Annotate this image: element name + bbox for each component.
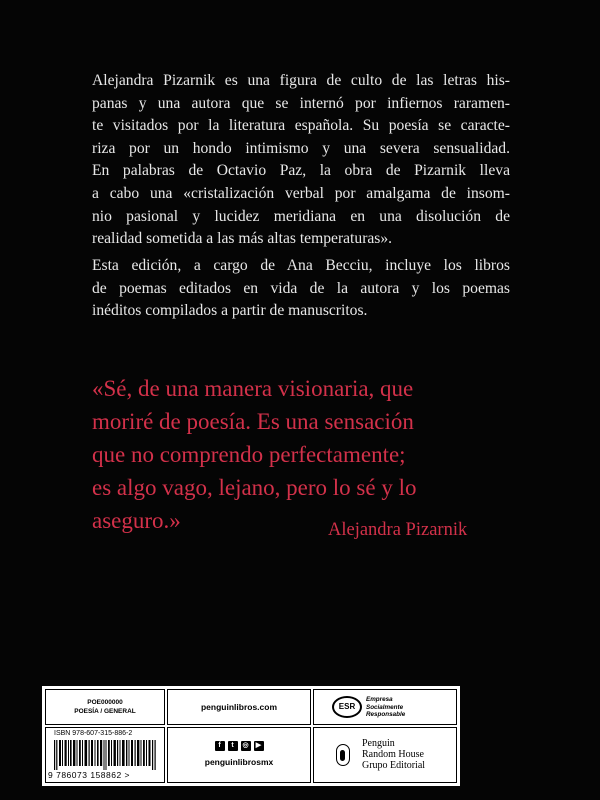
edition-line: de poemas editados en vida de la autora y los poemas — [92, 279, 510, 297]
publisher-line: Random House — [362, 749, 424, 760]
synopsis-line: nio pasional y lucidez meridiana en una disolución de — [92, 207, 510, 225]
synopsis-line: te visitados por la literatura española. Su poesía se caracte- — [92, 117, 510, 135]
barcode-cell — [45, 727, 165, 783]
youtube-icon[interactable]: ▶ — [254, 741, 264, 751]
edition-paragraph — [92, 255, 510, 323]
synopsis-line: En palabras de Octavio Paz, la obra de Pizarnik lleva — [92, 162, 510, 180]
quote-attribution: Alejandra Pizarnik — [328, 520, 468, 540]
instagram-icon[interactable]: ◎ — [242, 742, 249, 749]
social-icons — [168, 741, 310, 751]
esr-label — [366, 696, 405, 719]
esr-logo-icon: ESR — [332, 696, 362, 718]
publisher-line: Penguin — [362, 738, 395, 749]
quote-line: es algo vago, lejano, pero lo sé y lo — [92, 475, 417, 500]
twitter-icon[interactable]: t — [228, 741, 238, 751]
esr-line: Socialmente — [366, 703, 404, 711]
synopsis-line: panas y una autora que se internó por infiernos raramen- — [92, 94, 510, 112]
social-cell — [167, 727, 311, 783]
publisher-line: Grupo Editorial — [362, 760, 426, 771]
publisher-cell — [313, 727, 457, 783]
website-link[interactable]: penguinlibros.com — [200, 702, 278, 712]
isbn-text: ISBN 978-607-315-886-2 — [54, 730, 133, 737]
category-label: POESÍA / GENERAL — [74, 708, 136, 715]
edition-line: Esta edición, a cargo de Ana Becciu, incluye los libros — [92, 257, 510, 274]
synopsis-line: realidad sometida a las más altas temperaturas». — [92, 230, 393, 248]
website-cell — [167, 689, 311, 725]
quote-line: que no comprendo perfectamente; — [92, 442, 406, 467]
barcode-number: 9 786073 158862 > — [48, 770, 131, 780]
synopsis-line: riza por un hondo intimismo y una severa sensualidad. — [92, 139, 510, 157]
quote-line: «Sé, de una manera visionaria, que — [92, 376, 414, 401]
esr-line: Empresa — [366, 696, 393, 703]
synopsis-line: a cabo una «cristalización verbal por amalgama de insom- — [92, 184, 510, 202]
edition-line: inéditos compilados a partir de manuscritos. — [92, 302, 368, 320]
author-quote — [92, 372, 522, 537]
esr-line: Responsable — [366, 711, 406, 718]
synopsis-paragraph — [92, 70, 510, 251]
synopsis-line: Alejandra Pizarnik es una figura de culto de las letras his- — [92, 72, 510, 89]
barcode-icon — [54, 740, 158, 770]
quote-line: moriré de poesía. Es una sensación — [92, 409, 414, 434]
quote-line: aseguro.» — [92, 508, 181, 533]
social-handle[interactable]: penguinlibrosmx — [204, 757, 274, 767]
publisher-name — [362, 738, 425, 771]
esr-cell — [313, 689, 457, 725]
facebook-icon[interactable]: f — [215, 741, 225, 751]
category-code-cell — [45, 689, 165, 725]
penguin-logo-icon — [336, 744, 350, 766]
category-code: POE000000 — [87, 699, 123, 706]
publisher-info-box — [42, 686, 460, 786]
